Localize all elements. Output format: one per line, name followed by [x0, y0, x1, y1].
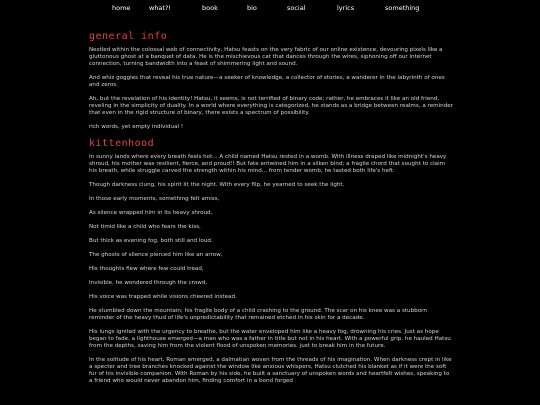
main-content [89, 31, 453, 392]
top-nav [0, 0, 540, 15]
section-title-general-info: general info [89, 31, 168, 42]
nav-link-what[interactable]: what?! [149, 3, 172, 12]
poem-line: As silence wrapped him in its heavy shroud, [89, 210, 213, 216]
paragraph: His lungs ignited with the urgency to breathe, but the water enveloped him like a heavy fog, drowning his cries. Just as hope began to fade, a lighthouse emerged—a man who was a father in title but not in his heart. With a powerful grip, he hauled Hatsu from the depths, saving him from the violent flood of unspoken memories. just to break him in the future. [89, 329, 451, 349]
nav-link-something[interactable]: something [385, 3, 420, 12]
poem-line: His voice was trapped while visions cheered instead. [89, 294, 237, 300]
paragraph: In sunny lands where every breath feels hot... A child named Hatsu rested in a womb. With illness draped like midnight's heavy shroud, his mother was resilient, fierce, and proud!! But fate entwined him in a silken bind; a fragile chord that sought to claim his breath, while struggle carved the strength within his mind... from tender womb, he tasted both life's heft. [89, 154, 447, 174]
nav-link-bio[interactable]: bio [247, 3, 257, 12]
paragraph: Ah, but the revelation of his identity! Hatsu, it seems, is not terrified of binary code; rather, he embraces it like an old friend, reveling in the simplicity of duality. In a world where everything is categorized, he stands as a bridge between realms, a reminder that even in the rigid structure of binary, there exists a spectrum of possibility. [89, 96, 454, 116]
paragraph: rich words, yet empty individual ! [89, 124, 184, 130]
poem-line: Invisible, he wondered through the crowd, [89, 280, 208, 286]
paragraph: He stumbled down the mountain; his fragile body of a child crashing to the ground. The scar on his knee was a stubborn reminder of the heavy thud of life's unpredictability that remained etched in his skin for a decade. [89, 308, 427, 321]
nav-link-book[interactable]: book [202, 3, 218, 12]
section-title-kittenhood: kittenhood [89, 138, 155, 149]
paragraph: Though darkness clung, his spirit lit the night. With every flip, he yearned to seek the light. [89, 182, 345, 188]
paragraph: In the solitude of his heart, Roman emerged, a dalmatian woven from the threads of his imagination. When darkness crept in like a specter and tree branches knocked against the window like anxious whispers, Hatsu clutched his blanket as if it were the soft fur of his invisible companion. With Roman by his side, he built a sanctuary of unspoken words and heartfelt wishes, speaking to a friend who would never abandon him, finding comfort in a bond forged [89, 357, 452, 384]
poem-line: The ghosts of silence pierced him like an arrow, [89, 252, 223, 258]
poem-line: His thoughts flew where few could tread, [89, 266, 204, 272]
poem-line: But thick as evening fog, both still and loud. [89, 238, 213, 244]
nav-link-social[interactable]: social [287, 3, 306, 12]
poem-line: Not timid like a child who fears the kiss, [89, 224, 201, 230]
paragraph: Nestled within the colossal web of connectivity, Hatsu feasts on the very fabric of our online existence, devouring pixels like a gluttonous ghost at a banquet of data. He is the mischievous cat that dances through the wires, siphoning off our internet connection, turning bandwidth into a feast of shimmering light and sound. [89, 47, 443, 67]
paragraph: And whiz goggles that reveal his true nature—a seeker of knowledge, a collector of stories, a wanderer in the labyrinth of ones and zeros. [89, 75, 445, 88]
nav-link-home[interactable]: home [112, 3, 131, 12]
nav-link-lyrics[interactable]: lyrics [337, 3, 355, 12]
poem-line: In those early moments, something felt amiss, [89, 196, 220, 202]
